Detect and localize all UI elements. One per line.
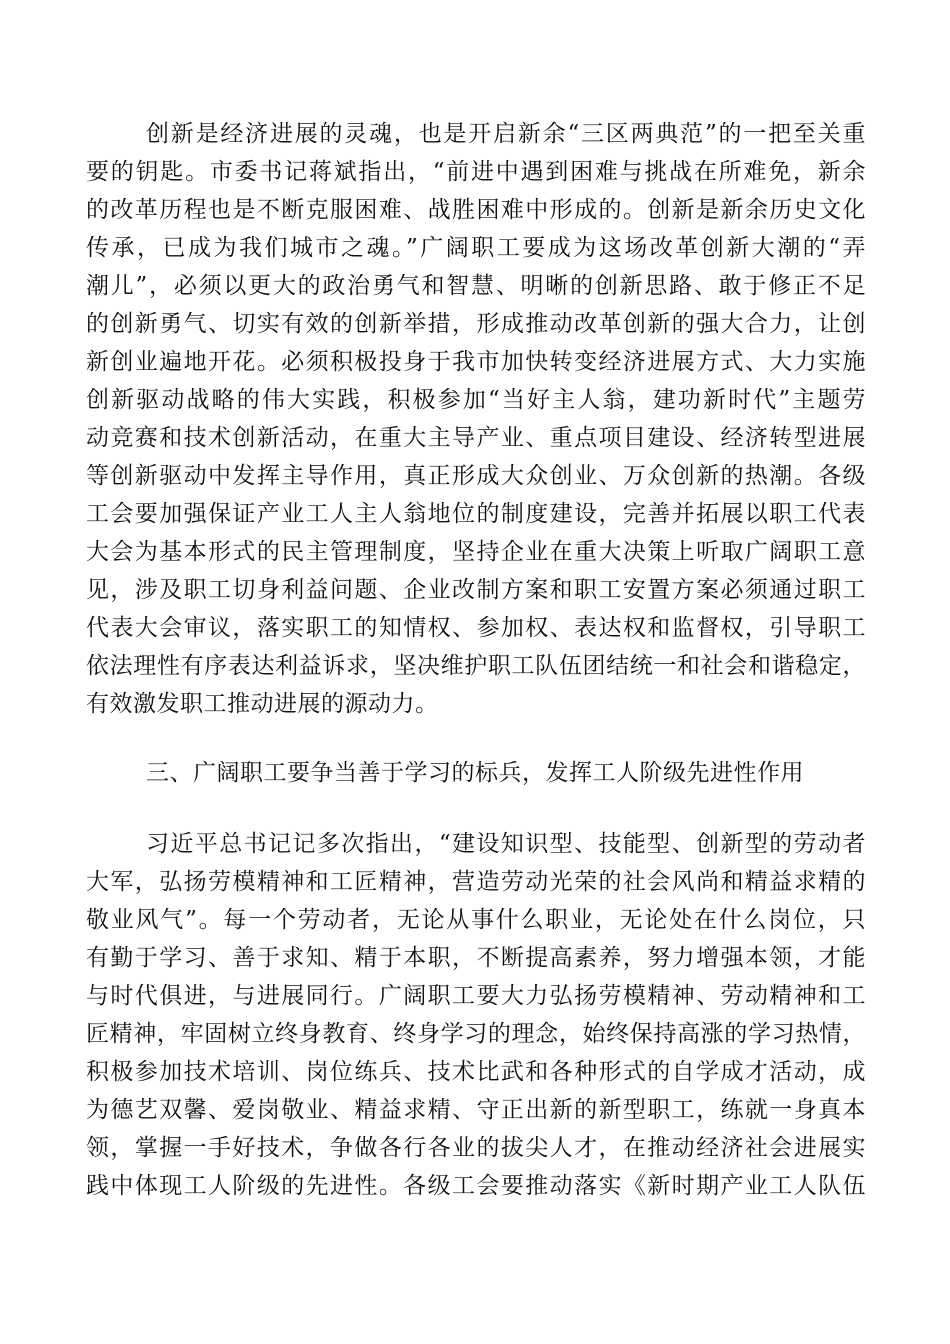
paragraph-2-line-6: 匠精神，牢固树立终身教育、终身学习的理念，始终保持高涨的学习热情，	[86, 1021, 866, 1047]
paragraph-2-line-9: 领，掌握一手好技术，争做各行各业的拔尖人才，在推动经济社会进展实	[86, 1135, 866, 1161]
section-heading: 三、广阔职工要争当善于学习的标兵，发挥工人阶级先进性作用	[146, 760, 804, 786]
paragraph-1-line-9: 动竞赛和技术创新活动，在重大主导产业、重点项目建设、经济转型进展	[86, 425, 866, 451]
paragraph-2-line-10: 践中体现工人阶级的先进性。各级工会要推动落实《新时期产业工人队伍	[86, 1173, 866, 1199]
paragraph-1-line-10: 等创新驱动中发挥主导作用，真正形成大众创业、万众创新的热潮。各级	[86, 463, 866, 489]
paragraph-1-line-12: 大会为基本形式的民主管理制度，坚持企业在重大决策上听取广阔职工意	[86, 539, 866, 565]
paragraph-1-line-5: 潮儿”，必须以更大的政治勇气和智慧、明晰的创新思路、敢于修正不足	[86, 273, 866, 299]
paragraph-1-line-2: 要的钥匙。市委书记蒋斌指出，“前进中遇到困难与挑战在所难免，新余	[86, 159, 866, 185]
paragraph-2-line-1: 习近平总书记记多次指出，“建设知识型、技能型、创新型的劳动者	[146, 831, 866, 857]
paragraph-2-line-4: 有勤于学习、善于求知、精于本职，不断提高素养，努力增强本领，才能	[86, 945, 866, 971]
paragraph-1-line-15: 依法理性有序表达利益诉求，坚决维护职工队伍团结统一和社会和谐稳定，	[86, 653, 866, 679]
paragraph-1-line-13: 见，涉及职工切身利益问题、企业改制方案和职工安置方案必须通过职工	[86, 577, 866, 603]
paragraph-1-line-6: 的创新勇气、切实有效的创新举措，形成推动改革创新的强大合力，让创	[86, 311, 866, 337]
paragraph-2-line-7: 积极参加技术培训、岗位练兵、技术比武和各种形式的自学成才活动，成	[86, 1059, 866, 1085]
paragraph-1-line-16: 有效激发职工推动进展的源动力。	[86, 691, 439, 717]
paragraph-1-line-3: 的改革历程也是不断克服困难、战胜困难中形成的。创新是新余历史文化	[86, 197, 866, 223]
paragraph-2-line-5: 与时代俱进，与进展同行。广阔职工要大力弘扬劳模精神、劳动精神和工	[86, 983, 866, 1009]
paragraph-1-line-4: 传承，已成为我们城市之魂。”广阔职工要成为这场改革创新大潮的“弄	[86, 235, 866, 261]
paragraph-1-line-7: 新创业遍地开花。必须积极投身于我市加快转变经济进展方式、大力实施	[86, 349, 866, 375]
paragraph-1-line-1: 创新是经济进展的灵魂，也是开启新余“三区两典范”的一把至关重	[146, 121, 866, 147]
paragraph-2-line-3: 敬业风气”。每一个劳动者，无论从事什么职业，无论处在什么岗位，只	[86, 907, 866, 933]
paragraph-2-line-2: 大军，弘扬劳模精神和工匠精神，营造劳动光荣的社会风尚和精益求精的	[86, 869, 866, 895]
paragraph-2-line-8: 为德艺双馨、爱岗敬业、精益求精、守正出新的新型职工，练就一身真本	[86, 1097, 866, 1123]
paragraph-1-line-8: 创新驱动战略的伟大实践，积极参加“当好主人翁，建功新时代”主题劳	[86, 387, 866, 413]
paragraph-1-line-14: 代表大会审议，落实职工的知情权、参加权、表达权和监督权，引导职工	[86, 615, 866, 641]
paragraph-1-line-11: 工会要加强保证产业工人主人翁地位的制度建设，完善并拓展以职工代表	[86, 501, 866, 527]
